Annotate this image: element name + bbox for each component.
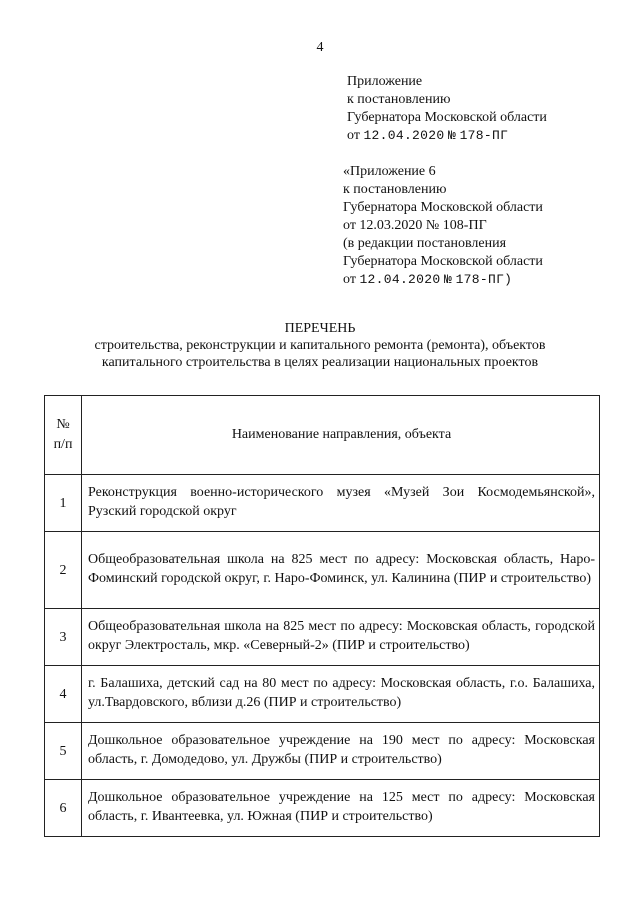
row-number: 5 (45, 723, 82, 780)
row-number: 6 (45, 780, 82, 837)
row-number: 1 (45, 475, 82, 532)
row-name: Дошкольное образовательное учреждение на 190 мест по адресу: Московская область, г. Домодедово, ул. Дружбы (ПИР и строительство) (82, 723, 600, 780)
appendix-number-sign: № (447, 128, 457, 143)
row-number: 2 (45, 532, 82, 609)
appendix6-line: (в редакции постановления (343, 236, 507, 251)
page-number: 4 (316, 40, 324, 55)
appendix6-last-line (343, 271, 543, 289)
table-row (45, 532, 600, 609)
table-row (45, 780, 600, 837)
table-row (45, 666, 600, 723)
header-number-cell (45, 396, 82, 475)
title-line: капитального строительства в целях реализации национальных проектов (101, 355, 539, 370)
appendix6-last-number-sign: № (443, 272, 453, 287)
appendix-line: к постановлению (347, 92, 451, 107)
appendix6-line: к постановлению (343, 182, 447, 197)
header-name-cell: Наименование направления, объекта (82, 396, 600, 475)
appendix6-header (343, 163, 543, 289)
header-number-label: п/п (53, 437, 73, 452)
appendix-date-prefix: от (347, 128, 360, 143)
table-row (45, 475, 600, 532)
table-row (45, 723, 600, 780)
table-header-row (45, 396, 600, 475)
row-name: Общеобразовательная школа на 825 мест по адресу: Московская область, городской округ Электросталь, мкр. «Северный-2» (ПИР и строительство) (82, 609, 600, 666)
row-number: 4 (45, 666, 82, 723)
appendix-number-value: 178-ПГ (459, 128, 509, 143)
appendix-line: Приложение (347, 74, 423, 89)
appendix6-last-prefix: от (343, 272, 356, 287)
row-name: Дошкольное образовательное учреждение на 125 мест по адресу: Московская область, г. Ивантеевка, ул. Южная (ПИР и строительство) (82, 780, 600, 837)
appendix-date-value: 12.04.2020 (363, 128, 445, 143)
row-name: Общеобразовательная школа на 825 мест по адресу: Московская область, Наро-Фоминский городской округ, г. Наро-Фоминск, ул. Калинина (ПИР и строительство) (82, 532, 600, 609)
table-row (45, 609, 600, 666)
row-name: Реконструкция военно-исторического музея «Музей Зои Космодемьянской», Рузский городской округ (82, 475, 600, 532)
row-name: г. Балашиха, детский сад на 80 мест по адресу: Московская область, г.о. Балашиха, ул.Твардовского, вблизи д.26 (ПИР и строительство) (82, 666, 600, 723)
appendix6-last-number: 178-ПГ) (455, 272, 513, 287)
appendix6-line: Губернатора Московской области (343, 254, 543, 269)
appendix6-line: от 12.03.2020 № 108-ПГ (343, 218, 487, 233)
header-number-symbol: № (56, 417, 70, 432)
appendix-header (347, 73, 547, 145)
appendix6-line: «Приложение 6 (343, 164, 436, 179)
appendix6-line: Губернатора Московской области (343, 200, 543, 215)
document-title (40, 320, 600, 371)
appendix6-last-date: 12.04.2020 (359, 272, 441, 287)
row-number: 3 (45, 609, 82, 666)
appendix-date-line (347, 127, 547, 145)
title-heading: ПЕРЕЧЕНЬ (284, 321, 356, 336)
objects-table (44, 395, 600, 837)
title-line: строительства, реконструкции и капитального ремонта (ремонта), объектов (94, 338, 546, 353)
appendix-line: Губернатора Московской области (347, 110, 547, 125)
